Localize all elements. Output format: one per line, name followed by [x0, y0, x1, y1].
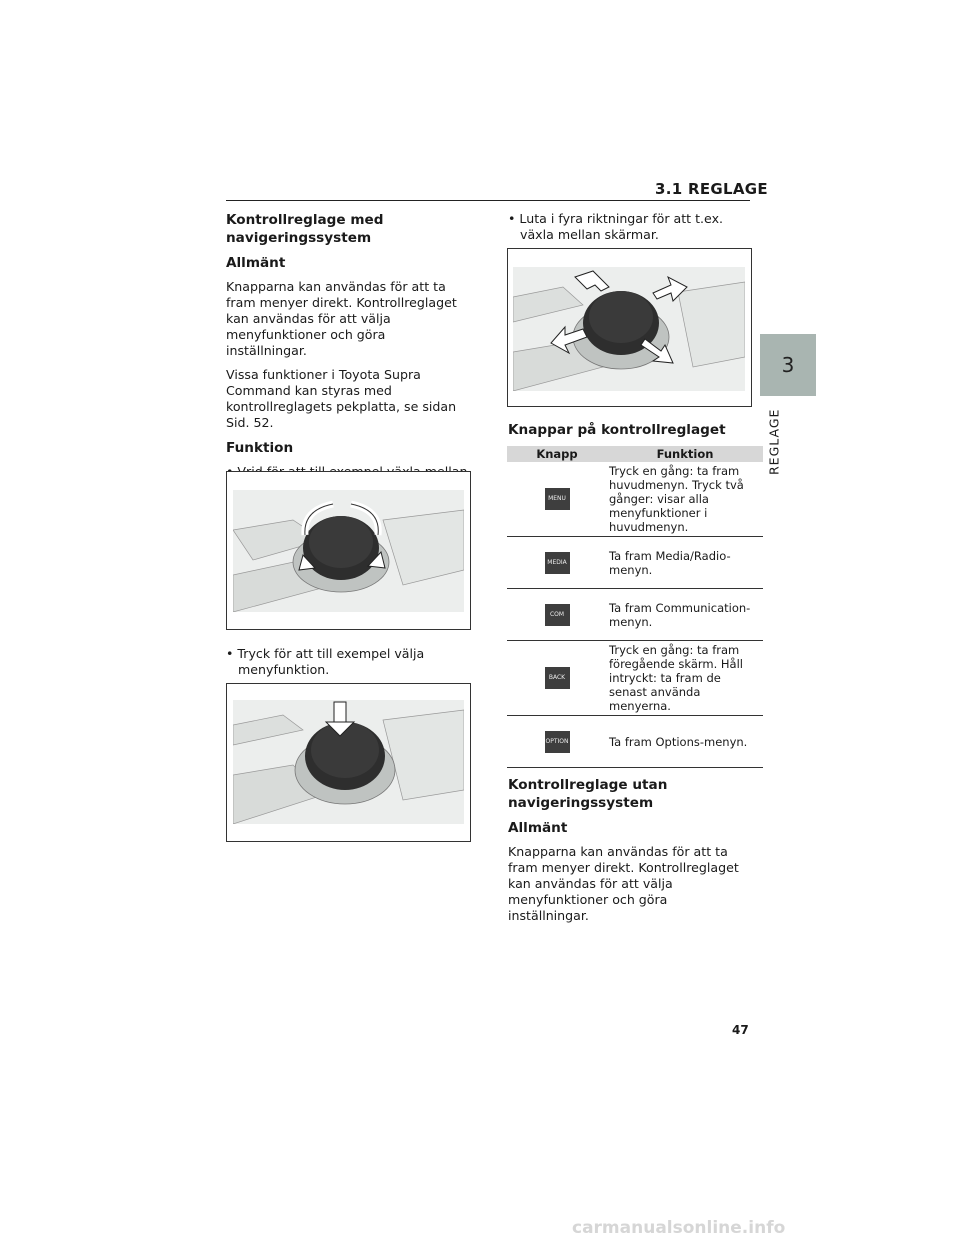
watermark: carmanualsonline.info	[572, 1218, 786, 1238]
subheading-general-2: Allmänt	[508, 820, 568, 836]
key-cell	[507, 589, 607, 641]
function-cell: Tryck en gång: ta fram huvudmenyn. Tryck två gånger: visar alla menyfunktioner i huvudmenyn.	[607, 462, 763, 537]
left-column	[226, 211, 470, 496]
keys-table	[507, 446, 763, 768]
function-cell: Tryck en gång: ta fram föregående skärm. Håll intryckt: ta fram de senast använda menyerna.	[607, 641, 763, 716]
table-row	[507, 716, 763, 768]
figure-tilt	[507, 248, 752, 407]
controller-tilt-illustration	[513, 267, 745, 391]
key-cell	[507, 641, 607, 716]
option-button-icon: OPTION	[545, 731, 570, 753]
function-cell: Ta fram Options-menyn.	[607, 716, 763, 768]
key-cell	[507, 716, 607, 768]
heading-keys: Knappar på kontrollreglaget	[508, 422, 726, 438]
chapter-label	[760, 405, 788, 475]
key-cell	[507, 537, 607, 589]
page-number: 47	[732, 1023, 749, 1037]
com-button-icon: COM	[545, 604, 570, 626]
paragraph-general-2: Knapparna kan användas för att ta fram menyer direkt. Kontrollreglaget kan användas för att välja menyfunktioner och göra inställningar.	[508, 844, 739, 923]
table-row	[507, 589, 763, 641]
chapter-tab	[760, 334, 816, 396]
table-row	[507, 462, 763, 537]
left-column-2	[226, 646, 470, 678]
function-cell: Ta fram Communication-menyn.	[607, 589, 763, 641]
menu-button-icon: MENU	[545, 488, 570, 510]
header-rule	[226, 200, 750, 201]
table-header-row	[507, 446, 763, 462]
heading-without-nav: Kontrollreglage utan navigeringssystem	[508, 777, 668, 811]
paragraph-general: Knapparna kan användas för att ta fram menyer direkt. Kontrollreglaget kan användas för att välja menyfunktioner och göra inställningar.	[226, 279, 457, 358]
section-header: 3.1 REGLAGE	[655, 180, 768, 198]
controller-rotate-illustration	[233, 490, 464, 612]
bullet-tilt: • Luta i fyra riktningar för att t.ex. växla mellan skärmar.	[508, 211, 724, 242]
heading-with-nav: Kontrollreglage med navigeringssystem	[226, 212, 384, 246]
header-key: Knapp	[507, 446, 607, 462]
table-row	[507, 641, 763, 716]
table-row	[507, 537, 763, 589]
subheading-general: Allmänt	[226, 255, 286, 271]
key-cell	[507, 462, 607, 537]
keys-section	[508, 421, 750, 768]
header-function: Funktion	[607, 446, 763, 462]
media-button-icon: MEDIA	[545, 552, 570, 574]
paragraph-touchpad: Vissa funktioner i Toyota Supra Command kan styras med kontrollreglagets pekplatta, se sidan Sid. 52.	[226, 367, 457, 430]
bullet-press: • Tryck för att till exempel välja menyfunktion.	[226, 646, 425, 677]
function-cell: Ta fram Media/Radio-menyn.	[607, 537, 763, 589]
controller-press-illustration	[233, 700, 464, 824]
figure-rotate	[226, 471, 471, 630]
right-column	[508, 211, 750, 243]
chapter-number: 3	[781, 353, 795, 377]
right-column-bottom	[508, 776, 750, 924]
figure-press	[226, 683, 471, 842]
subheading-function: Funktion	[226, 440, 294, 456]
back-button-icon: BACK	[545, 667, 570, 689]
chapter-label-text: REGLAGE	[766, 408, 782, 475]
